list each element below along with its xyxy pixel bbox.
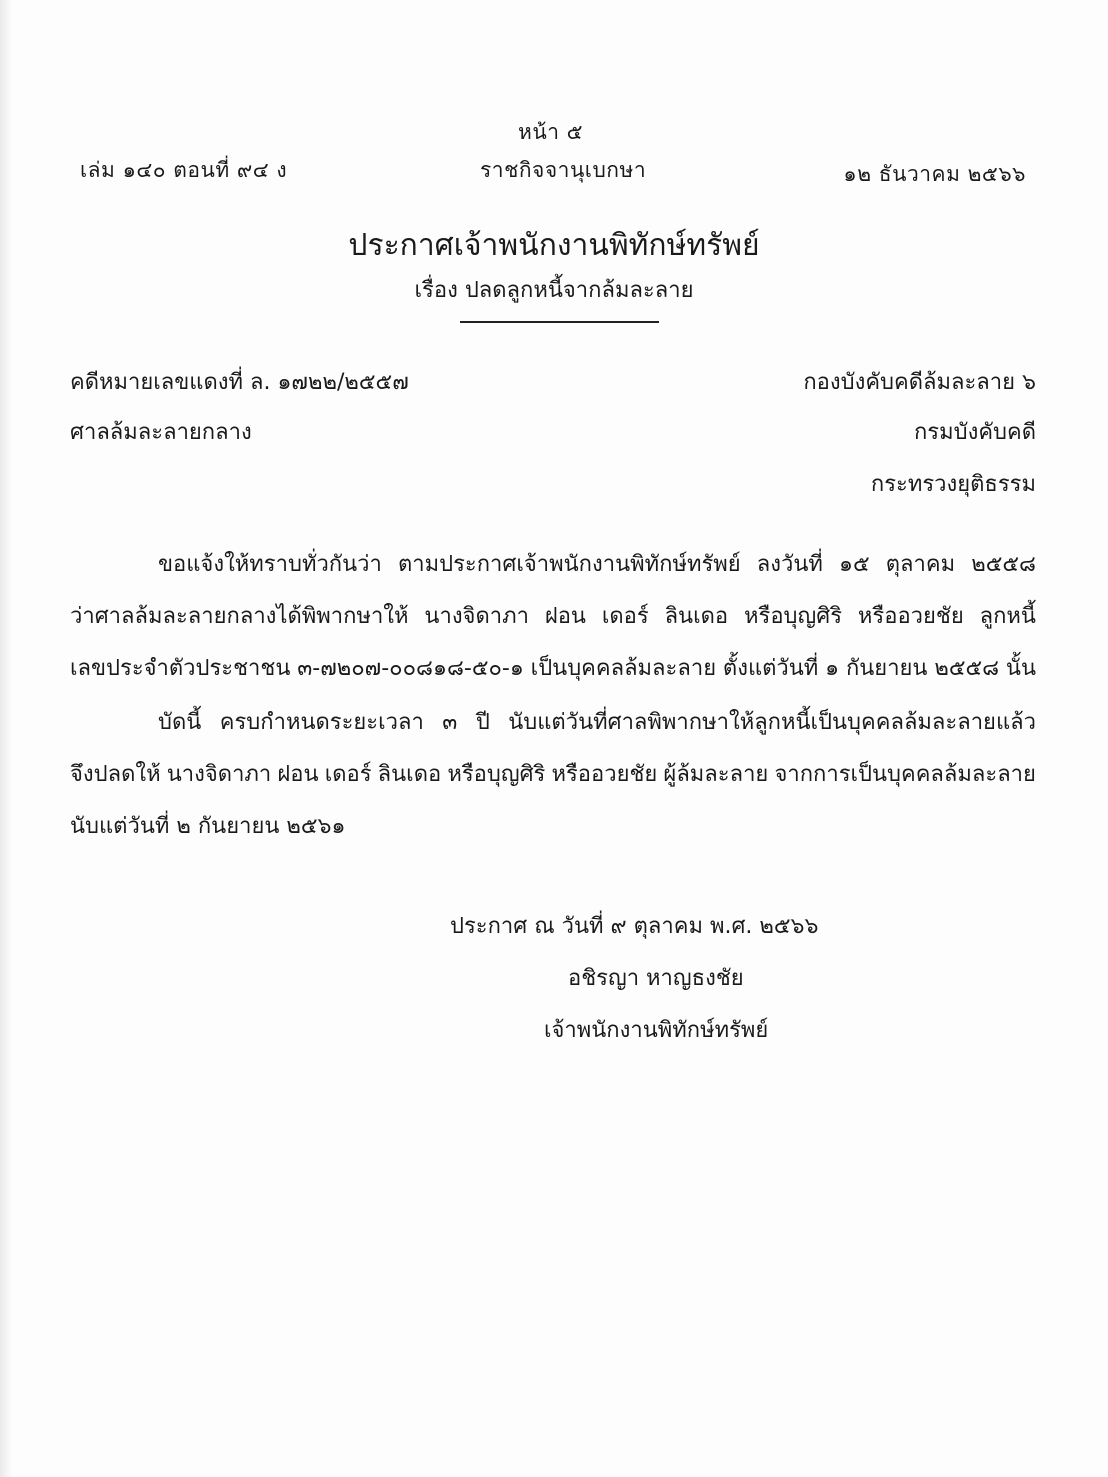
paragraph-2-line-3: นับแต่วันที่ ๒ กันยายน ๒๕๖๑: [70, 814, 346, 839]
word: ตุลาคม: [885, 552, 956, 577]
word: หรือบุญศิริ: [744, 604, 843, 629]
word: ๓: [442, 710, 458, 735]
word: ๓-๗๒๐๗-๐๐๘๑๘-๕๐-๑: [297, 656, 524, 681]
office-ministry: กระทรวงยุติธรรม: [870, 472, 1036, 497]
word: ลินเดอ: [377, 762, 442, 787]
gazette-name: ราชกิจจานุเบกษา: [480, 158, 647, 182]
word: เลขประจำตัวประชาชน: [70, 656, 291, 681]
announcement-title: ประกาศเจ้าพนักงานพิทักษ์ทรัพย์: [348, 228, 760, 263]
word: กันยายน: [845, 656, 928, 681]
word: ๑: [825, 656, 840, 681]
signatory-position: เจ้าพนักงานพิทักษ์ทรัพย์: [544, 1018, 769, 1043]
word: ตามประกาศเจ้าพนักงานพิทักษ์ทรัพย์: [397, 552, 741, 577]
title-divider: [460, 321, 659, 323]
announcement-date: ประกาศ ณ วันที่ ๙ ตุลาคม พ.ศ. ๒๕๖๖: [450, 914, 819, 939]
word: ฝอน: [277, 762, 319, 787]
announcement-subject: เรื่อง ปลดลูกหนี้จากล้มละลาย: [414, 278, 694, 303]
word: หรืออวยชัย: [857, 604, 964, 629]
office-department: กรมบังคับคดี: [913, 420, 1036, 445]
case-number: คดีหมายเลขแดงที่ ล. ๑๗๒๒/๒๕๕๗: [70, 370, 409, 395]
gazette-date: ๑๒ ธันวาคม ๒๕๖๖: [843, 162, 1026, 186]
signatory-name: อชิรญา หาญธงชัย: [568, 966, 744, 991]
word: ลูกหนี้: [979, 604, 1036, 629]
word: หรืออวยชัย: [551, 762, 658, 787]
word: นั้น: [1005, 656, 1036, 681]
paragraph-1-line-3: [70, 650, 1036, 685]
word: ขอแจ้งให้ทราบทั่วกันว่า: [158, 552, 382, 577]
page-number: หน้า ๕: [518, 120, 584, 144]
word: ลินเดอ: [664, 604, 729, 629]
word: เดอร์: [601, 604, 649, 629]
word: ว่าศาลล้มละลายกลางได้พิพากษาให้: [70, 604, 409, 629]
paragraph-2-line-2: [70, 756, 1036, 791]
word: หรือบุญศิริ: [447, 762, 546, 787]
court-name: ศาลล้มละลายกลาง: [70, 420, 252, 445]
word: ฝอน: [544, 604, 586, 629]
word: ตั้งแต่วันที่: [722, 656, 819, 681]
word: นับแต่วันที่ศาลพิพากษาให้ลูกหนี้เป็นบุคคลล้มละลายแล้ว: [508, 710, 1036, 735]
word: บัดนี้: [158, 710, 202, 735]
word: ๑๕: [839, 552, 870, 577]
word: จึงปลดให้: [70, 762, 161, 787]
word: ๒๕๕๘: [971, 552, 1036, 577]
word: ปี: [475, 710, 490, 735]
paragraph-1-line-1: [158, 546, 1036, 581]
word: ครบกำหนดระยะเวลา: [219, 710, 424, 735]
office-division: กองบังคับคดีล้มละลาย ๖: [803, 370, 1036, 395]
word: เดอร์: [324, 762, 372, 787]
word: ๒๕๕๘: [934, 656, 1000, 681]
word: ผู้ล้มละลาย: [663, 762, 769, 787]
word: จากการเป็นบุคคลล้มละลาย: [774, 762, 1036, 787]
word: นางจิดาภา: [424, 604, 529, 629]
paragraph-1-line-2: [70, 598, 1036, 633]
paragraph-2-line-1: [158, 704, 1036, 739]
word: ลงวันที่: [756, 552, 823, 577]
word: นางจิดาภา: [166, 762, 272, 787]
word: เป็นบุคคลล้มละลาย: [530, 656, 717, 681]
volume-issue: เล่ม ๑๔๐ ตอนที่ ๙๔ ง: [80, 158, 288, 182]
